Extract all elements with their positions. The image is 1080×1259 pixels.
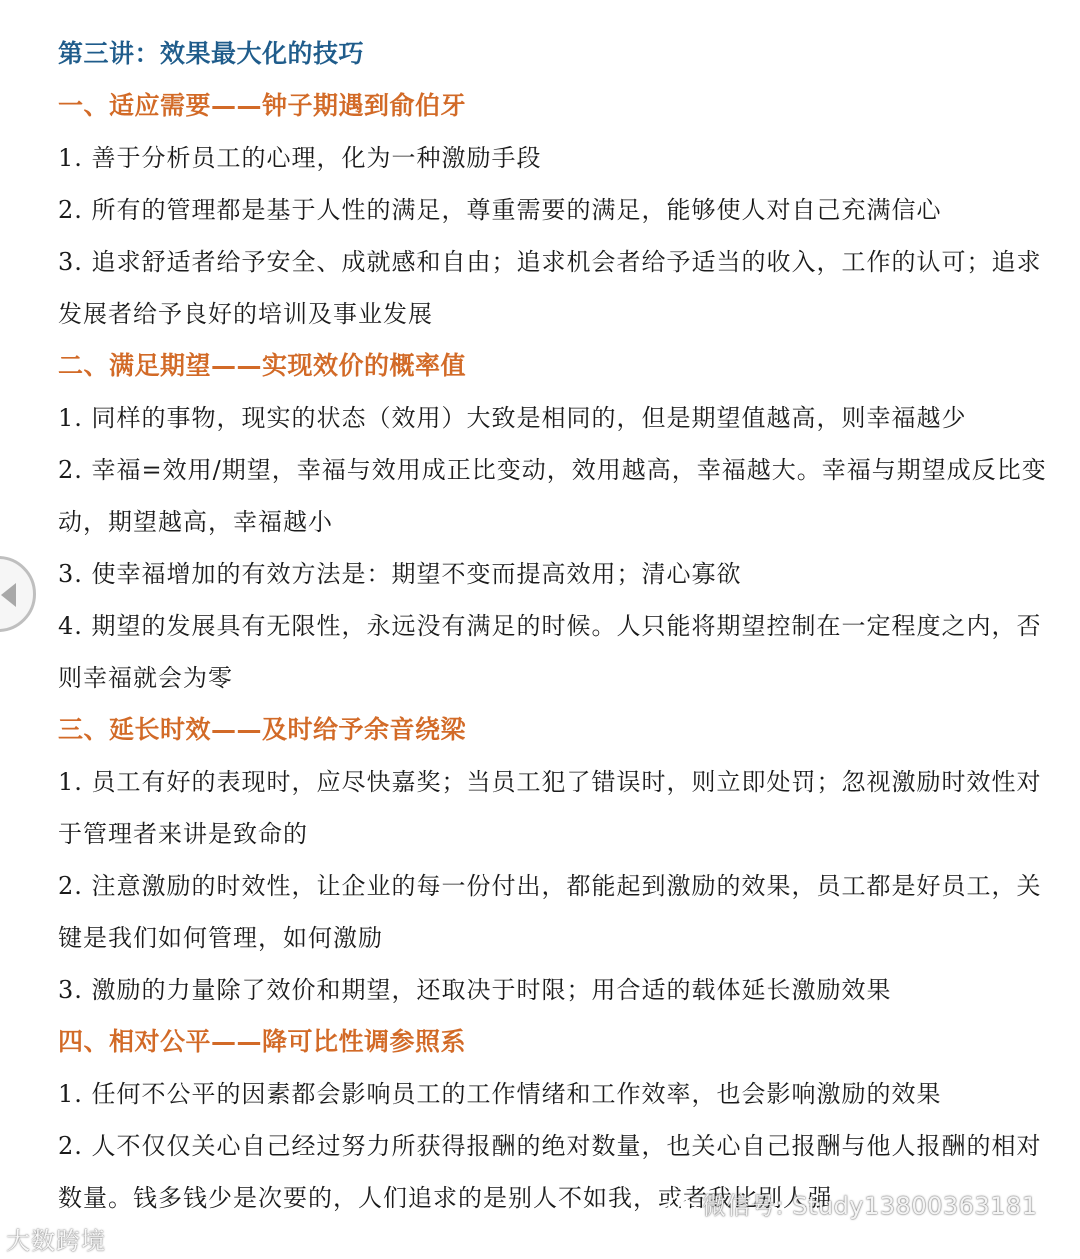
- section-heading-3: 三、延长时效——及时给予余音绕梁: [58, 715, 467, 744]
- lecture-title: 第三讲：效果最大化的技巧: [58, 39, 365, 68]
- watermark-left: [6, 1221, 106, 1256]
- list-item: 3. 追求舒适者给予安全、成就感和自由；追求机会者给予适当的收入，工作的认可；追求发展者给予良好的培训及事业发展: [58, 248, 1042, 328]
- section-heading-2: 二、满足期望——实现效价的概率值: [58, 351, 467, 380]
- section-heading-1: 一、适应需要——钟子期遇到俞伯牙: [58, 91, 467, 120]
- list-item: 3. 使幸福增加的有效方法是：期望不变而提高效用；清心寡欲: [58, 560, 742, 588]
- chevron-left-icon: [1, 583, 16, 607]
- list-item: 1. 任何不公平的因素都会影响员工的工作情绪和工作效率，也会影响激励的效果: [58, 1080, 942, 1108]
- previous-page-button[interactable]: [0, 556, 36, 632]
- list-item: 3. 激励的力量除了效价和期望，还取决于时限；用合适的载体延长激励效果: [58, 976, 892, 1004]
- list-item: 2. 注意激励的时效性，让企业的每一份付出，都能起到激励的效果，员工都是好员工，关键是我们如何管理，如何激励: [58, 872, 1042, 952]
- watermark-right: [668, 1186, 1037, 1221]
- list-item: 2. 所有的管理都是基于人性的满足，尊重需要的满足，能够使人对自己充满信心: [58, 196, 942, 224]
- list-item: 4. 期望的发展具有无限性，永远没有满足的时候。人只能将期望控制在一定程度之内，否则幸福就会为零: [58, 612, 1042, 692]
- section-heading-4: 四、相对公平——降可比性调参照系: [58, 1027, 467, 1056]
- document-body: [58, 28, 1054, 1224]
- list-item: 2. 人不仅仅关心自己经过努力所获得报酬的绝对数量，也关心自己报酬与他人报酬的相对数量。钱多钱少是次要的，人们追求的是别人不如我，或者我比别人强: [58, 1132, 1042, 1212]
- watermark-left-text: 大数跨境: [6, 1227, 106, 1255]
- list-item: 1. 员工有好的表现时，应尽快嘉奖；当员工犯了错误时，则立即处罚；忽视激励时效性对于管理者来讲是致命的: [58, 768, 1042, 848]
- list-item: 1. 同样的事物，现实的状态（效用）大致是相同的，但是期望值越高，则幸福越少: [58, 404, 967, 432]
- watermark-right-text: 微信号: Study13800363181: [702, 1192, 1038, 1220]
- wechat-icon: [668, 1195, 698, 1219]
- list-item: 2. 幸福=效用/期望，幸福与效用成正比变动，效用越高，幸福越大。幸福与期望成反比变动，期望越高，幸福越小: [58, 456, 1047, 536]
- list-item: 1. 善于分析员工的心理，化为一种激励手段: [58, 144, 542, 172]
